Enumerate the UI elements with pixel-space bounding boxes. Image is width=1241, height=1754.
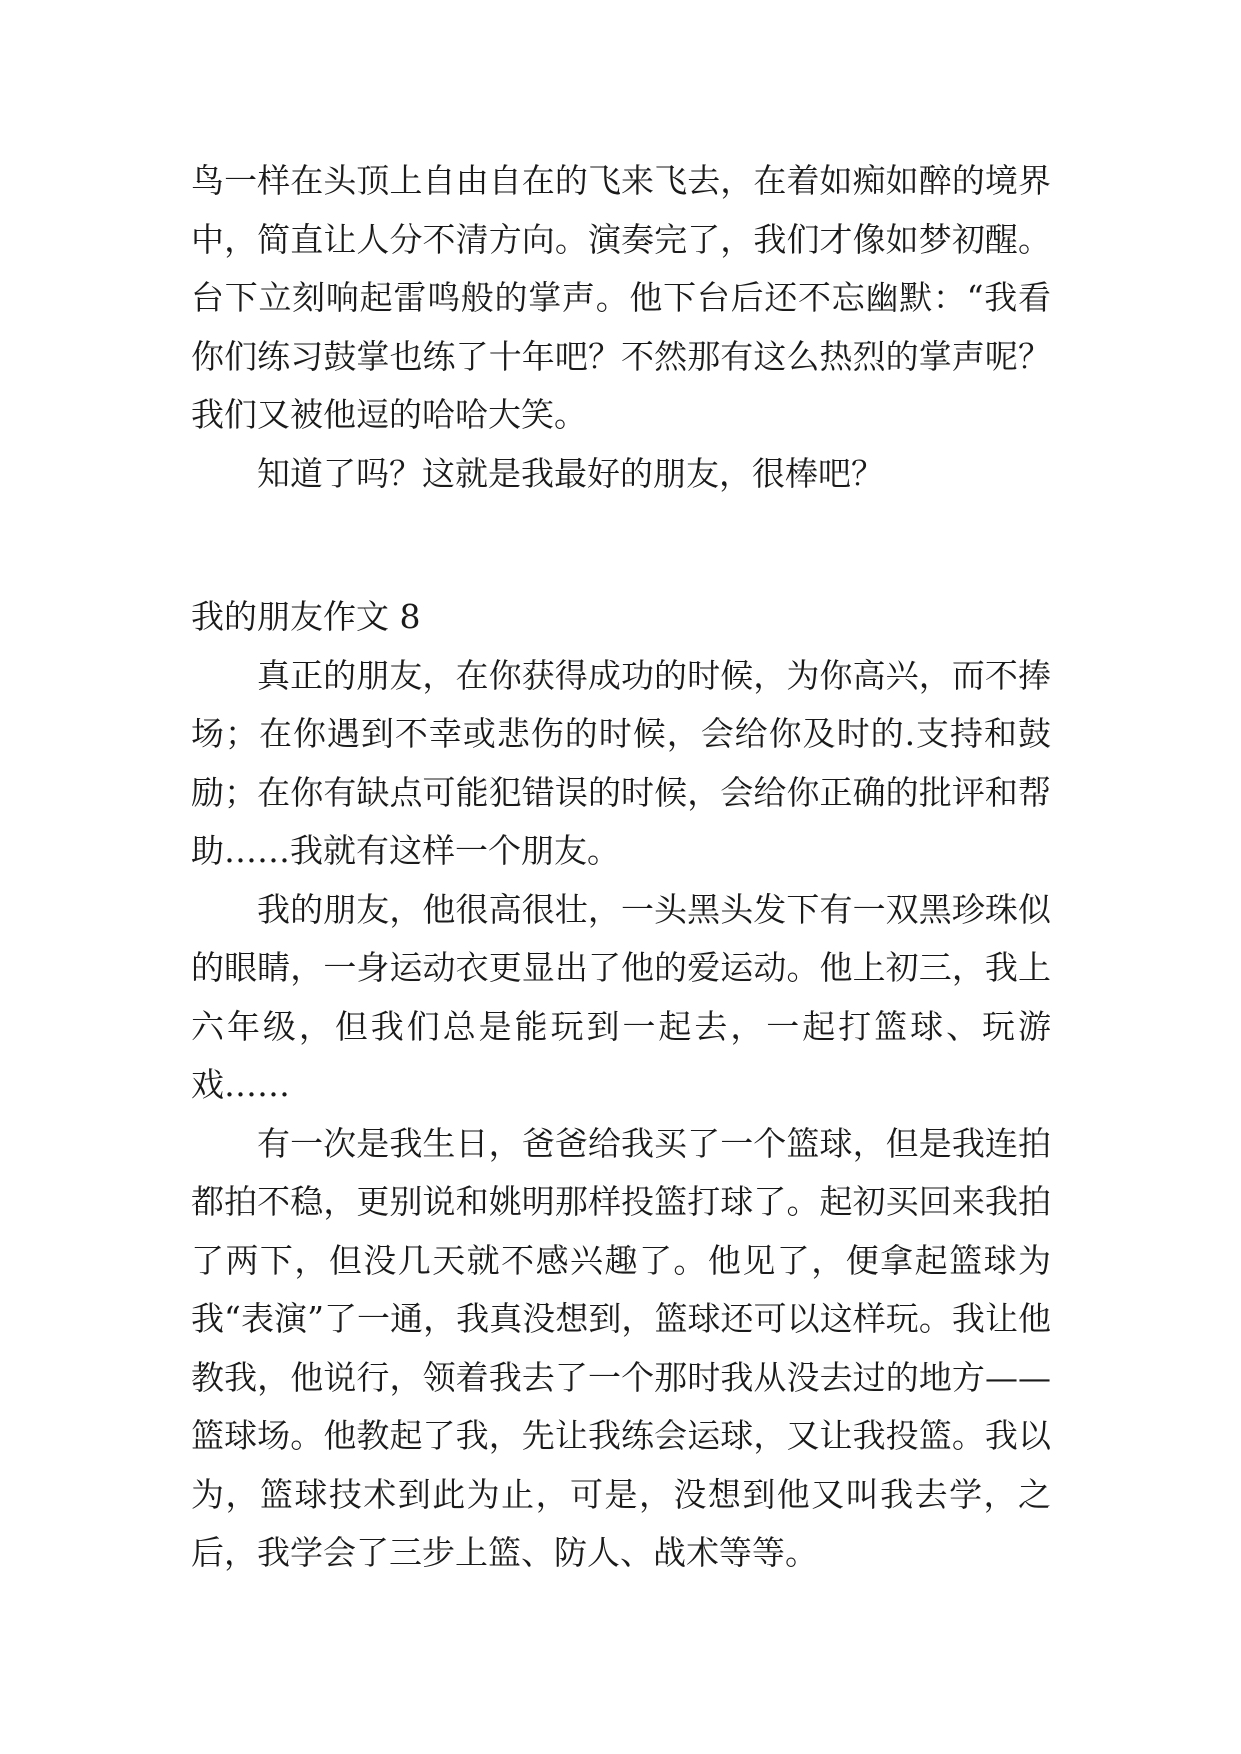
- paragraph: 有一次是我生日，爸爸给我买了一个篮球，但是我连拍都拍不稳，更别说和姚明那样投篮打球了。起初买回来我拍了两下，但没几天就不感兴趣了。他见了，便拿起篮球为我“表演”了一通，我真没想到，篮球还可以这样玩。我让他教我，他说行，领着我去了一个那时我从没去过的地方——篮球场。他教起了我，先让我练会运球，又让我投篮。我以为，篮球技术到此为止，可是，没想到他又叫我去学，之后，我学会了三步上篮、防人、战术等等。: [191, 1123, 1051, 1572]
- document-body: [191, 152, 1051, 1583]
- section-spacer: [191, 503, 1051, 588]
- paragraph-continued: 鸟一样在头顶上自由自在的飞来飞去，在着如痴如醉的境界中，简直让人分不清方向。演奏完了，我们才像如梦初醒。台下立刻响起雷鸣般的掌声。他下台后还不忘幽默：“我看你们练习鼓掌也练了十年吧？不然那有这么热烈的掌声呢？我们又被他逗的哈哈大笑。: [191, 161, 1051, 434]
- paragraph: 我的朋友，他很高很壮，一头黑头发下有一双黑珍珠似的眼睛，一身运动衣更显出了他的爱运动。他上初三，我上六年级，但我们总是能玩到一起去，一起打篮球、玩游戏……: [191, 889, 1051, 1104]
- paragraph-closing: 知道了吗？这就是我最好的朋友，很棒吧？: [257, 453, 884, 493]
- paragraph: 真正的朋友，在你获得成功的时候，为你高兴，而不捧场；在你遇到不幸或悲伤的时候，会给你及时的.支持和鼓励；在你有缺点可能犯错误的时候，会给你正确的批评和帮助……我就有这样一个朋友。: [191, 655, 1051, 870]
- section-title: 我的朋友作文 8: [191, 597, 421, 636]
